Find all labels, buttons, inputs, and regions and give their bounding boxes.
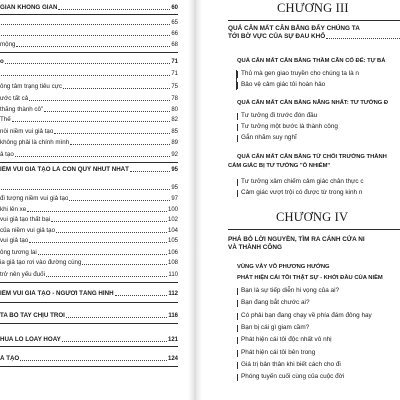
toc-entry-title: của niềm vui giả tạo	[0, 227, 56, 234]
sub3-title-line2: CẢM GIÁC BỊ TƯ TƯỞNG "Ô NHIỄM"	[228, 163, 331, 169]
chapter3-title: CHƯƠNG III	[277, 1, 349, 15]
toc-entry-title: không phải là chính mình	[0, 139, 70, 146]
list-marker	[237, 313, 238, 320]
sub4-title: VÙNG VẪY VÔ PHƯƠNG HƯỚNG	[237, 264, 330, 270]
toc-entry-page: 71	[171, 71, 178, 77]
toc-entry-title: ia giả tạo rơi vào đường cùng	[0, 259, 82, 266]
toc-entry-title: IỀM VUI GIẢ TẠO LÀ CON QUỶ NHÚT NHÁT	[0, 166, 129, 173]
section2-title	[228, 236, 400, 252]
sub2-title: QUẢ CÂN MẤT CÂN BẰNG NĂNG NHẤT: TƯ TƯỞNG Đ	[237, 100, 389, 106]
toc-entry-page: 92	[171, 152, 178, 158]
toc-entry-page: 97	[171, 196, 178, 202]
sub3-title-line1: QUẢ CÂN MẤT CÂN BẰNG TỪ CHỐI TRƯỞNG THÀNH	[237, 154, 387, 160]
toc-entry-title: thắng thành cô"	[0, 106, 44, 113]
list-marker	[237, 179, 238, 186]
list-item[interactable]: Bạn đang bắt chước ai?	[241, 299, 310, 307]
list-marker	[237, 300, 238, 307]
toc-entry-page: 121	[167, 337, 178, 343]
list-item[interactable]: Có phải bạn đang chạy về phía đám đông hay	[241, 311, 372, 319]
toc-entry-title: mộng	[0, 41, 16, 48]
toc-entry-title: TA BỎ TAY CHỊU TRÓI	[0, 312, 65, 319]
list-marker	[237, 124, 238, 131]
toc-entry-page: 80	[171, 107, 178, 113]
toc-entry-title: GIAN KHÔNG GIAN	[0, 4, 58, 11]
toc-entry-page: 104	[167, 228, 178, 234]
toc-entry-title: Thế	[0, 116, 11, 123]
list-item[interactable]: Phóng tuyến cuối cùng của cuộc đời	[241, 373, 345, 381]
list-item[interactable]: Cảm giác vượt trội có được từ trong kinh n	[241, 189, 363, 196]
toc-entry-page: 89	[171, 140, 178, 146]
list-marker	[237, 82, 238, 89]
list-item[interactable]: Bạn bị cái gì giam cầm?	[241, 323, 310, 331]
toc-entry-page: 71	[171, 59, 178, 65]
list-item[interactable]: Bảo vệ cảm giác tôi hoàn hảo	[241, 81, 326, 88]
section1-line2: TỚI BỜ VỰC CỦA SỰ ĐAU KHỔ	[228, 33, 326, 40]
toc-entry-page: 95	[171, 167, 178, 173]
toc-entry-page: 105	[167, 238, 178, 244]
toc-entry-title: ả tạo	[0, 151, 14, 158]
toc-entry-page: 102	[167, 217, 178, 223]
toc-entry-title: đi tượng niềm vui giả tạo	[0, 195, 69, 202]
list-item[interactable]: Bạn là sự tiếp diễn hi vọng của ai?	[241, 287, 340, 294]
list-item[interactable]: Giá trị bản thân khi biết cách cho đi	[241, 360, 341, 368]
toc-entry-page: 82	[171, 117, 178, 123]
list-marker	[237, 362, 238, 369]
toc-entry-title: ông tương lai	[0, 249, 37, 256]
toc-entry-title: trở nên yếu đuối	[0, 271, 45, 278]
list-marker	[237, 337, 238, 344]
toc-entry-title: vui giả tạo thất bại	[0, 216, 51, 223]
toc-entry-title: ước tất cả	[0, 95, 29, 102]
toc-entry-title: ông tâm trạng tiêu cực	[0, 83, 62, 90]
list-marker	[237, 325, 238, 332]
list-marker	[237, 374, 238, 381]
toc-entry-page: 60	[171, 5, 178, 11]
toc-entry-page: 75	[171, 84, 178, 90]
list-item[interactable]: Phát hiện cái tôi độc nhất vô nhị	[241, 336, 332, 344]
toc-entry-page: 124	[167, 356, 178, 362]
list-marker	[237, 113, 238, 120]
toc-entry-title: nỗi niềm vui giả tạo	[0, 128, 54, 135]
section2-line2: VÀ THÀNH CÔNG	[228, 244, 282, 251]
toc-entry-title: Ả TẠO	[0, 355, 20, 362]
toc-entry-page: 110	[168, 272, 178, 278]
list-marker	[237, 135, 238, 142]
toc-entry-page: 68	[171, 42, 178, 48]
chapter4-title: CHƯƠNG IV	[276, 210, 349, 224]
list-marker	[237, 350, 238, 357]
toc-entry-page: 112	[168, 291, 178, 297]
toc-entry-page: 95	[171, 185, 178, 191]
list-item[interactable]: Gắn nhãm suy nghĩ	[241, 134, 297, 141]
toc-entry-page: 116	[168, 313, 178, 319]
list-item[interactable]: Thủ mà gen giao truyền cho chúng ta là n	[241, 70, 359, 77]
list-marker	[237, 288, 238, 295]
list-item[interactable]: Tư tưởng đi trước đón đầu	[241, 112, 318, 119]
leader-dots	[326, 33, 400, 39]
toc-entry-title: o	[0, 58, 4, 65]
toc-entry-page: 108	[167, 260, 178, 266]
toc-entry-title: HÙA LO LOAY HOAY	[0, 336, 61, 343]
sub5-title: PHÁT HIỆN CÁI TÔI THẬT SỰ - KHỞI ĐẦU CỦA NIỀM	[237, 275, 383, 281]
list-marker	[237, 71, 238, 78]
toc-entry-page: 78	[171, 96, 178, 102]
toc-entry-page: 66	[171, 31, 178, 37]
list-item[interactable]: Tư tưởng xâm chiếm cảm giác chân thực c	[241, 178, 364, 185]
toc-entry-title: vui giả tạo	[0, 237, 29, 244]
section1-title	[228, 25, 400, 41]
divider	[228, 229, 400, 230]
section1-line1: QUẢ CÂN MẤT CÂN BẰNG ĐẨY CHÚNG TA	[228, 25, 360, 32]
toc-entry-page: 85	[171, 129, 178, 135]
list-marker	[237, 190, 238, 197]
toc-entry-page: 106	[167, 250, 178, 256]
toc-entry-title: IỀM VUI GIẢ TẠO - NGƯỜI TÀNG HÌNH	[0, 290, 114, 297]
sub1-title: QUẢ CÂN MẤT CÂN BẰNG THẦM CĂN CỐ ĐẾ: TỰ BẢ	[237, 58, 386, 64]
list-item[interactable]: Phát hiện cái tôi bên trong	[241, 348, 316, 356]
toc-entry-page: 65	[171, 20, 178, 26]
section2-line1: PHÁ BỎ LỜI NGUYỀN, TÌM RA CÁNH CỬA NI	[228, 236, 365, 243]
toc-entry-title: khi lên xe	[0, 206, 27, 213]
toc-entry-page: 100	[167, 207, 178, 213]
divider	[228, 20, 400, 21]
list-item[interactable]: Tư tưởng một bước là thành công	[241, 123, 338, 130]
